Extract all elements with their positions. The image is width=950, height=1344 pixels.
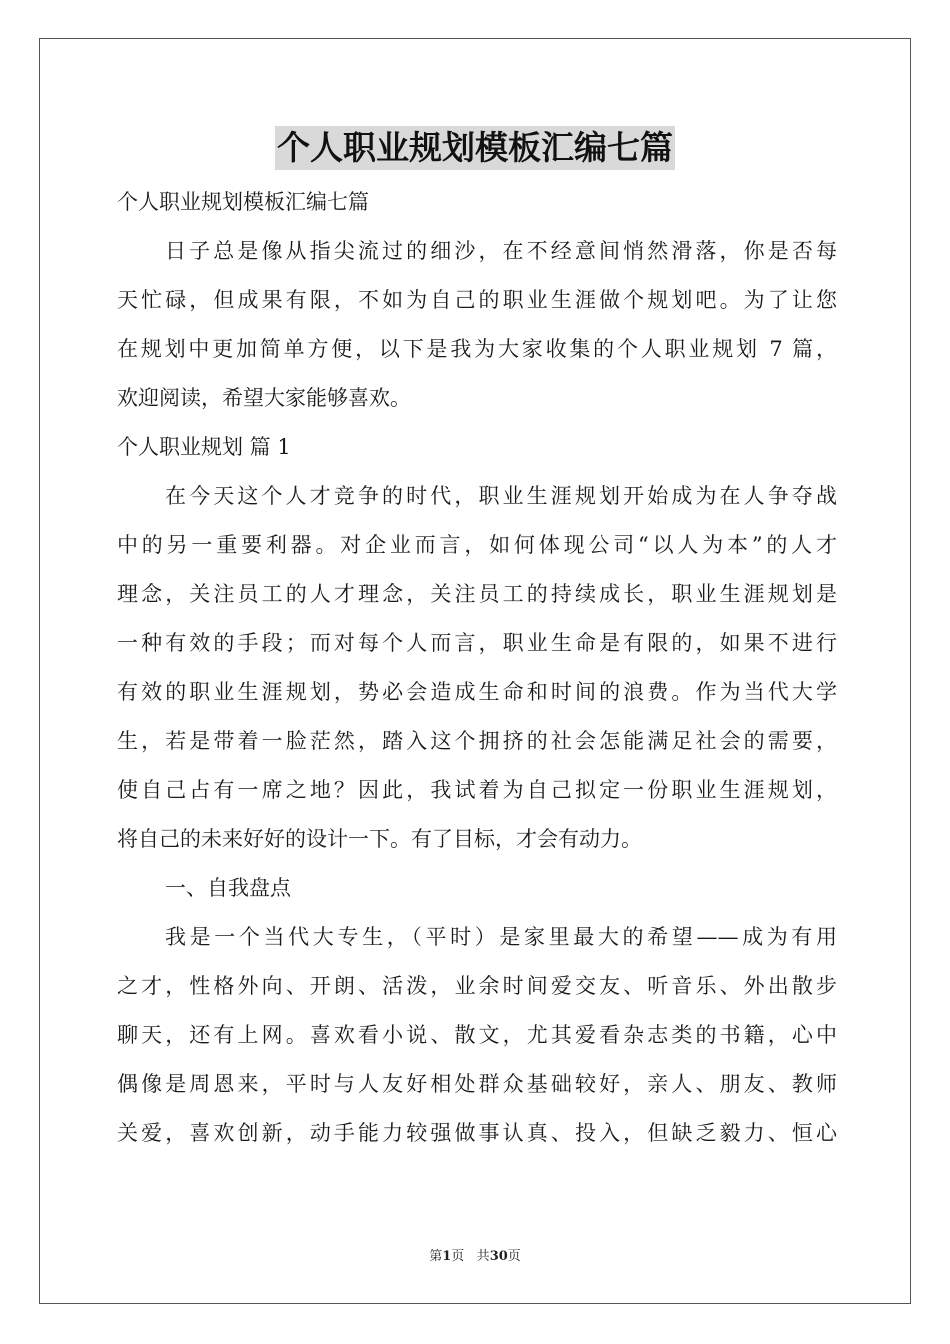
- page-number-prefix: 第: [429, 1249, 443, 1264]
- text-line: 中的另一重要利器。对企业而言，如何体现公司“以人为本”的人才: [117, 533, 837, 557]
- title-container: [0, 126, 950, 170]
- text-line: 个人职业规划模板汇编七篇: [117, 190, 369, 214]
- text-line: 欢迎阅读，希望大家能够喜欢。: [117, 386, 411, 410]
- text-line: 聊天，还有上网。喜欢看小说、散文，尤其爱看杂志类的书籍，心中: [117, 1023, 837, 1047]
- text-line: 有效的职业生涯规划，势必会造成生命和时间的浪费。作为当代大学: [117, 680, 837, 704]
- page-total-unit: 页: [507, 1249, 521, 1264]
- document-body: [117, 178, 837, 1158]
- text-line: 在规划中更加简单方便，以下是我为大家收集的个人职业规划 7 篇，: [117, 337, 837, 361]
- text-line: 日子总是像从指尖流过的细沙，在不经意间悄然滑落，你是否每: [165, 239, 837, 263]
- text-line: 在今天这个人才竞争的时代，职业生涯规划开始成为在人争夺战: [165, 484, 837, 508]
- text-line: 个人职业规划 篇 1: [117, 435, 291, 459]
- text-line: 理念，关注员工的人才理念，关注员工的持续成长，职业生涯规划是: [117, 582, 837, 606]
- text-line: 偶像是周恩来，平时与人友好相处群众基础较好，亲人、朋友、教师: [117, 1072, 837, 1096]
- text-line: 生，若是带着一脸茫然，踏入这个拥挤的社会怎能满足社会的需要，: [117, 729, 837, 753]
- page-total-count: 30: [489, 1249, 508, 1264]
- page-footer: [0, 1245, 950, 1264]
- text-line: 一种有效的手段；而对每个人而言，职业生命是有限的，如果不进行: [117, 631, 837, 655]
- text-line: 一、自我盘点: [165, 876, 291, 900]
- text-line: 天忙碌，但成果有限，不如为自己的职业生涯做个规划吧。为了让您: [117, 288, 837, 312]
- text-line: 关爱，喜欢创新，动手能力较强做事认真、投入，但缺乏毅力、恒心: [117, 1121, 837, 1145]
- text-line: 使自己占有一席之地？因此，我试着为自己拟定一份职业生涯规划，: [117, 778, 837, 802]
- page-number-current: 1: [442, 1249, 452, 1264]
- page-number-unit: 页: [451, 1249, 465, 1264]
- text-line: 之才，性格外向、开朗、活泼，业余时间爱交友、听音乐、外出散步: [117, 974, 837, 998]
- page-total-prefix: 共: [476, 1249, 490, 1264]
- text-line: 将自己的未来好好的设计一下。有了目标，才会有动力。: [117, 827, 642, 851]
- document-title: 个人职业规划模板汇编七篇: [275, 126, 675, 170]
- text-line: 我是一个当代大专生，（平时）是家里最大的希望——成为有用: [165, 925, 837, 949]
